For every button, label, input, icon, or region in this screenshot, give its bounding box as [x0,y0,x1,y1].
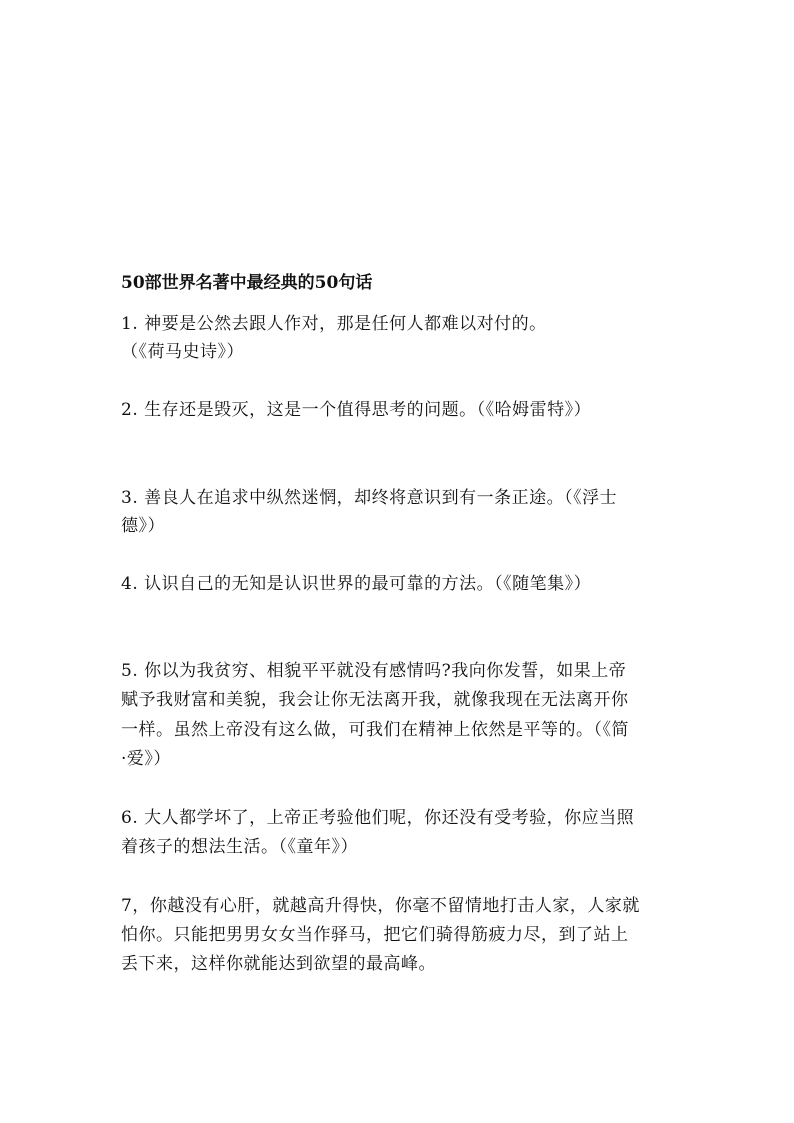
item-2-line-1: 2. 生存还是毁灭，这是一个值得思考的问题。（《哈姆雷特》） [121,400,592,420]
item-7-line-2: 怕你。只能把男男女女当作驿马，把它们骑得筋疲力尽，到了站上 [121,925,629,945]
item-1-line-2: （《荷马史诗》） [121,342,244,362]
item-7-line-1: 7，你越没有心肝，就越高升得快，你毫不留情地打击人家，人家就 [121,896,640,916]
item-5-line-3: 一样。虽然上帝没有这么做，可我们在精神上依然是平等的。（《简 [121,720,629,740]
item-7-line-3: 丢下来，这样你就能达到欲望的最高峰。 [121,954,436,974]
item-5-line-4: ·爱》） [121,749,171,769]
item-5-line-2: 赋予我财富和美貌，我会让你无法离开我，就像我现在无法离开你 [121,690,629,710]
item-6-line-1: 6. 大人都学坏了，上帝正考验他们呢，你还没有受考验，你应当照 [121,808,635,828]
item-5-line-1: 5. 你以为我贫穷、相貌平平就没有感情吗?我向你发誓，如果上帝 [121,661,627,681]
item-6-line-2: 着孩子的想法生活。（《童年》） [121,837,358,857]
item-1-line-1: 1. 神要是公然去跟人作对，那是任何人都难以对付的。 [121,314,547,334]
item-4-line-1: 4. 认识自己的无知是认识世界的最可靠的方法。（《随笔集》） [121,574,592,594]
item-3-line-2: 德》） [121,516,165,536]
item-3-line-1: 3. 善良人在追求中纵然迷惘，却终将意识到有一条正途。（《浮士 [121,488,618,508]
document-title: 50部世界名著中最经典的50句话 [121,273,373,293]
